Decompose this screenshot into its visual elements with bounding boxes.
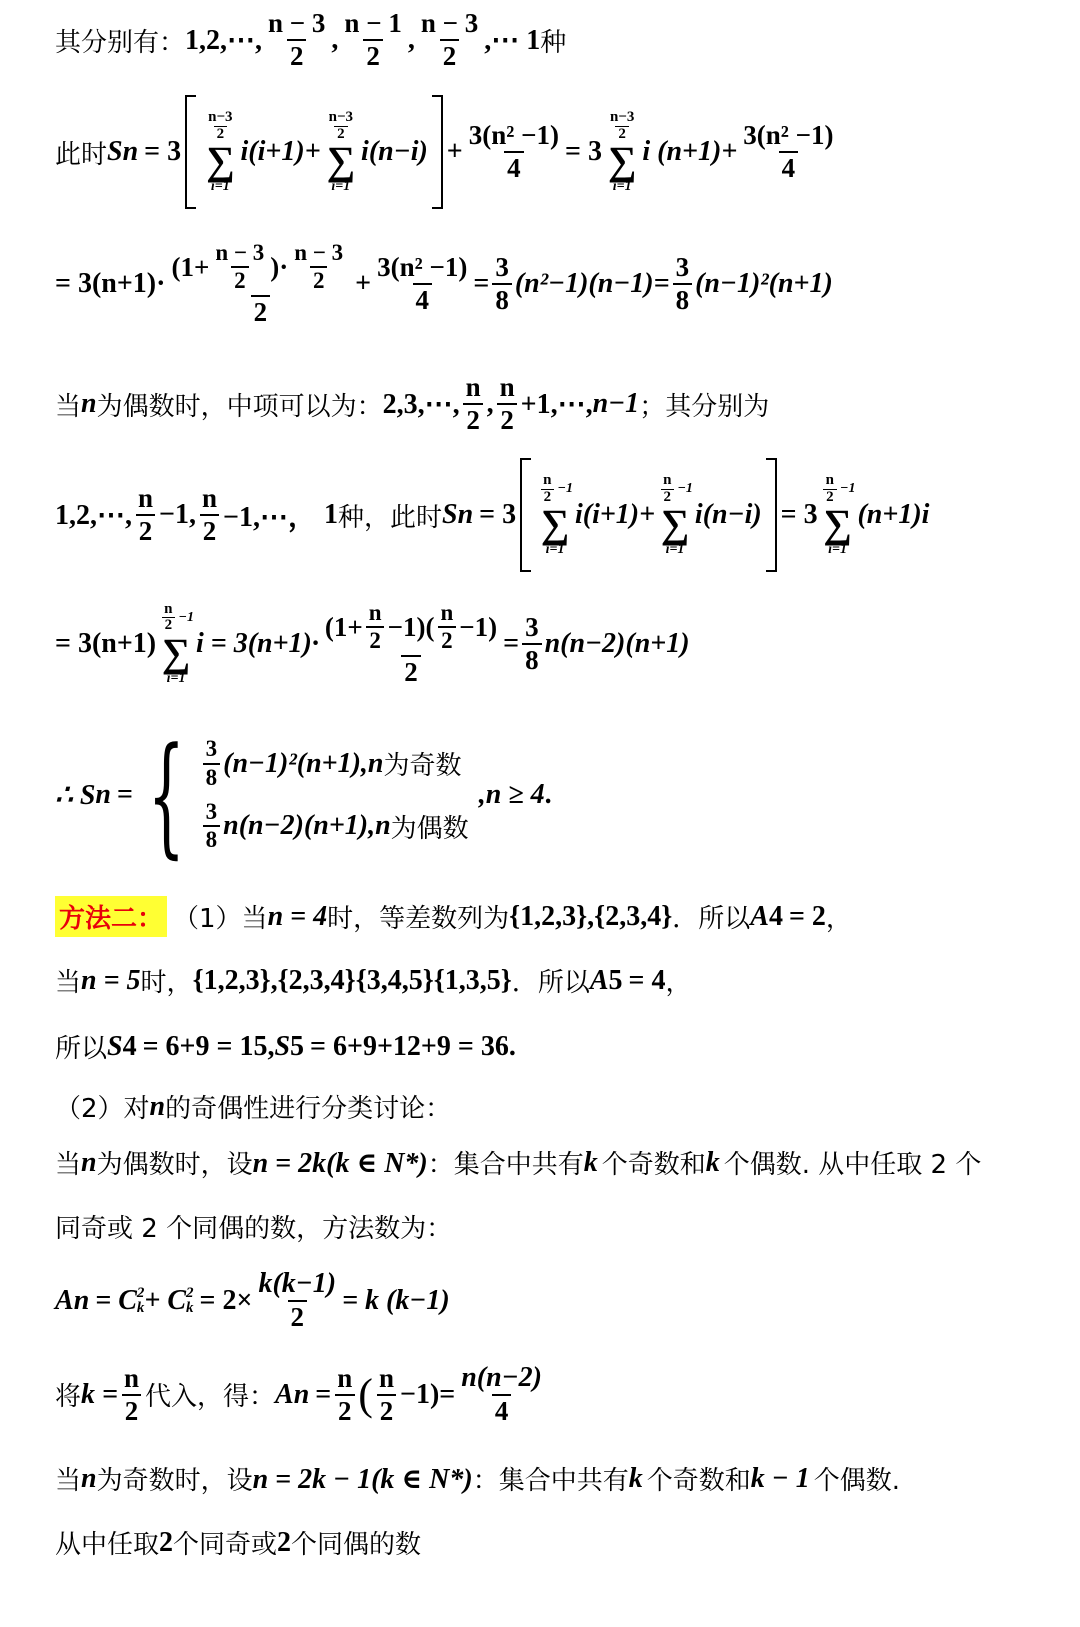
math: =: [473, 267, 490, 299]
fraction: $\frac{3}{8}$: [492, 252, 512, 316]
math: k =: [81, 1378, 118, 1410]
text: ：集合中共有: [472, 1466, 629, 1496]
math-var: A: [750, 900, 769, 932]
left-bracket: [185, 95, 196, 209]
math-var: n: [81, 388, 97, 420]
case-even: $\frac{3}{8}$ n(n−2)(n+1), n 为偶数: [200, 799, 469, 854]
text: 当: [55, 968, 82, 998]
math-var: A: [275, 1378, 294, 1410]
math: = 3: [565, 136, 602, 167]
line-5: [55, 458, 929, 572]
text: 个偶数.: [813, 1466, 900, 1496]
text: 代入，得：: [145, 1382, 276, 1413]
math: = 3: [780, 499, 818, 530]
subscript: n: [293, 1378, 310, 1410]
math: i(i+1)+: [574, 499, 656, 530]
fraction: $\frac{\text{3(n² −1)}}{4}$: [468, 119, 559, 183]
text: ；其分别为: [639, 391, 770, 422]
text: 当: [55, 391, 82, 422]
math: .: [544, 779, 552, 810]
math: 2: [159, 1526, 174, 1558]
text: ．所以: [511, 968, 590, 998]
line-11: [55, 1088, 451, 1125]
math: i(n−i): [694, 499, 762, 530]
math: = 2: [788, 900, 826, 932]
math-var: k: [705, 1146, 720, 1178]
math: 2: [277, 1526, 292, 1558]
math: = C: [95, 1284, 137, 1316]
fraction: $\frac{n}{2}$: [121, 1363, 142, 1427]
math-var: n: [81, 1146, 97, 1178]
text: （1）当: [173, 904, 268, 934]
summation: $\frac{n}{2}$ −1 ∑ i=1: [660, 471, 693, 558]
fraction: $\frac{n}{2}$: [135, 483, 156, 547]
math: 1,2,⋯,: [55, 500, 132, 531]
math: i = 3(n+1)·: [195, 627, 319, 659]
math-var: A: [55, 1284, 74, 1316]
math: =: [439, 1378, 456, 1410]
math: = 3: [479, 499, 517, 530]
right-bracket: [432, 95, 443, 209]
text: 时，: [140, 968, 193, 998]
math: + C: [144, 1284, 187, 1316]
math: (n+1)i: [857, 499, 930, 530]
math: ,⋯ 1: [484, 25, 541, 57]
text: 所以: [55, 1034, 108, 1064]
paren: (: [358, 1370, 373, 1420]
text: ：集合中共有: [427, 1150, 584, 1180]
text: 个奇数和: [646, 1466, 751, 1496]
math: ,n ≥ 4: [478, 779, 545, 810]
math: n = 5: [81, 964, 141, 996]
combination-index: 2 k: [186, 1284, 194, 1316]
math: = 2×: [199, 1284, 253, 1316]
math-var: S: [107, 136, 123, 167]
math-var: k: [583, 1146, 598, 1178]
fraction: $\frac{n}{2}$: [497, 372, 518, 436]
math: =: [116, 779, 133, 810]
math-var: k: [628, 1462, 643, 1494]
line-12: [55, 1144, 981, 1181]
math: =: [315, 1378, 332, 1410]
text: 种，此时: [338, 502, 443, 533]
text: 的奇偶性进行分类讨论：: [165, 1094, 452, 1124]
text: 当: [55, 1150, 82, 1180]
line-17: [55, 1524, 421, 1561]
math-var: A: [589, 964, 609, 996]
math: = 6+9 = 15,: [142, 1030, 275, 1062]
fraction: $\frac{n}{2}$: [334, 1363, 355, 1427]
line-7: [55, 719, 552, 871]
fraction: $\frac{n}{2}$: [463, 372, 484, 436]
math: 2,3,⋯,: [382, 389, 460, 421]
math: n = 4: [267, 900, 328, 932]
text: ，: [665, 968, 692, 998]
text: 同奇或 2 个同偶的数，方法数为：: [55, 1214, 453, 1244]
math: i(n−i): [361, 136, 428, 167]
fraction: $\frac{n}{2}$: [199, 483, 220, 547]
math: −1,⋯，: [223, 502, 316, 533]
case-expression: { $\frac{3}{8}$ (n−1)²(n+1), n 为奇数 $\frac{3}{8}$ n(n−2)(n+1), n 为偶数: [147, 719, 469, 871]
line-8: [55, 896, 852, 937]
summation: $\frac{n-3}{2}$ ∑ i=1: [607, 108, 637, 195]
line-16: [55, 1460, 900, 1497]
line-15: [55, 1362, 548, 1427]
math: k − 1: [750, 1462, 810, 1494]
math: = 3: [144, 136, 182, 167]
math: −1): [399, 1378, 440, 1410]
subscript: 5: [608, 964, 623, 996]
fraction: $\frac{n - 1}{2}$: [344, 8, 402, 72]
text: 当: [55, 1466, 82, 1496]
case-odd: $\frac{3}{8}$ (n−1)²(n+1), n 为奇数: [200, 736, 469, 791]
math: n = 2k(k ∈ N*): [252, 1147, 428, 1179]
big-fraction: (1+ $\frac{n - 3}{2}$ )· $\frac{n - 3}{2}$ 2: [171, 240, 344, 327]
math: i (n+1)+: [642, 136, 738, 167]
math: n = 2k − 1(k ∈ N*): [252, 1463, 473, 1495]
math-var: n: [149, 1090, 166, 1122]
math-var: n: [81, 1462, 97, 1494]
math-var: S: [274, 1030, 291, 1062]
math: = 4: [628, 964, 666, 996]
text: 为偶数时，中项可以为：: [96, 391, 383, 422]
math: = 6+9+12+9 = 36: [310, 1030, 509, 1062]
line-3: [55, 240, 833, 328]
line-9: [55, 962, 692, 999]
subscript: 5: [290, 1030, 305, 1062]
text: 种: [540, 27, 567, 58]
text: 个同偶的数: [291, 1530, 422, 1560]
fraction: $\frac{k(k-1)}{2}$: [258, 1268, 337, 1333]
text: 为偶数时，设: [96, 1150, 253, 1180]
summation: $\frac{n-3}{2}$ ∑ i=1: [206, 108, 235, 195]
math: −1,: [159, 499, 196, 530]
text: .: [508, 1030, 516, 1062]
fraction: $\frac{n}{2}$: [376, 1363, 397, 1427]
line-2: [55, 95, 840, 209]
line-6: [55, 600, 690, 688]
text: （2）对: [55, 1094, 150, 1124]
math: = k (k−1): [342, 1284, 450, 1316]
text: 个偶数. 从中任取 2 个: [723, 1150, 982, 1180]
summation: $\frac{n-3}{2}$ ∑ i=1: [326, 108, 356, 195]
math: +: [355, 267, 372, 299]
line-13: [55, 1208, 452, 1245]
fraction: $\frac{n - 3}{2}$: [268, 8, 326, 72]
text: 为奇数时，设: [96, 1466, 253, 1496]
text: ，: [825, 904, 852, 934]
line-10: [55, 1028, 516, 1065]
text: 其分别有：: [55, 27, 186, 58]
summation: $\frac{n}{2}$ −1 ∑ i=1: [823, 471, 856, 558]
math-var: S: [442, 499, 458, 530]
math: n−1: [592, 388, 640, 420]
fraction: $\frac{3}{8}$: [673, 252, 693, 316]
subscript: n: [457, 499, 474, 530]
math: (n²−1)(n−1)=: [514, 267, 670, 299]
fraction: $\frac{\text{3(n² −1)}}{4}$: [743, 119, 834, 183]
math: = 3(n+1): [55, 627, 157, 659]
right-bracket: [766, 458, 777, 572]
math: ∴ S: [55, 780, 96, 811]
summation: $\frac{n}{2}$ −1 ∑ i=1: [161, 600, 194, 687]
math: 1: [324, 499, 338, 530]
big-fraction: (1+ $\frac{n}{2}$ −1)( $\frac{n}{2}$ −1) 2: [324, 600, 498, 687]
math: +1,⋯,: [520, 389, 593, 421]
text: 个奇数和: [601, 1150, 706, 1180]
math-var: S: [107, 1030, 123, 1062]
summation: $\frac{n}{2}$ −1 ∑ i=1: [540, 471, 573, 558]
fraction: $\frac{3}{8}$: [522, 612, 542, 676]
math-set: {1,2,3},{2,3,4}: [509, 900, 673, 932]
fraction: $\frac{\text{3(n² −1)}}{4}$: [377, 251, 468, 315]
fraction: $\frac{n - 3}{2}$: [420, 8, 479, 72]
left-bracket: [520, 458, 531, 572]
method-two-label: 方法二：: [55, 896, 167, 937]
math: +: [446, 136, 463, 167]
line-4: [55, 372, 769, 436]
subscript: 4: [768, 900, 783, 932]
math: ,: [486, 388, 494, 420]
fraction: $\frac{n(n-2)}{4}$: [461, 1362, 542, 1427]
math-set: {1,2,3},{2,3,4}{3,4,5}{1,3,5}: [192, 964, 512, 996]
math: n(n−2)(n+1): [544, 627, 690, 659]
line-14: [55, 1268, 450, 1333]
subscript: n: [122, 136, 139, 167]
text: 将: [55, 1382, 82, 1413]
combination-index: 2 k: [136, 1284, 145, 1316]
math: i(i+1)+: [240, 136, 321, 167]
text: 时，等差数列为: [327, 904, 510, 934]
subscript: 4: [122, 1030, 137, 1062]
subscript: n: [73, 1284, 90, 1316]
subscript: n: [95, 779, 111, 810]
text: 此时: [55, 139, 108, 170]
line-1: 其分别有： 1,2,⋯, $\frac{n - 3}{2}$ , $\frac{n - 1}{2}$ , $\frac{n - 3}{2}$ ,⋯ 1 种: [55, 8, 567, 72]
math: (n−1)²(n+1): [695, 267, 833, 299]
math: =: [503, 627, 520, 659]
text: 从中任取: [55, 1530, 160, 1560]
math: 1,2,⋯,: [185, 25, 263, 57]
math: = 3(n+1)·: [55, 267, 166, 299]
text: 个同奇或: [173, 1530, 278, 1560]
text: ．所以: [672, 904, 751, 934]
